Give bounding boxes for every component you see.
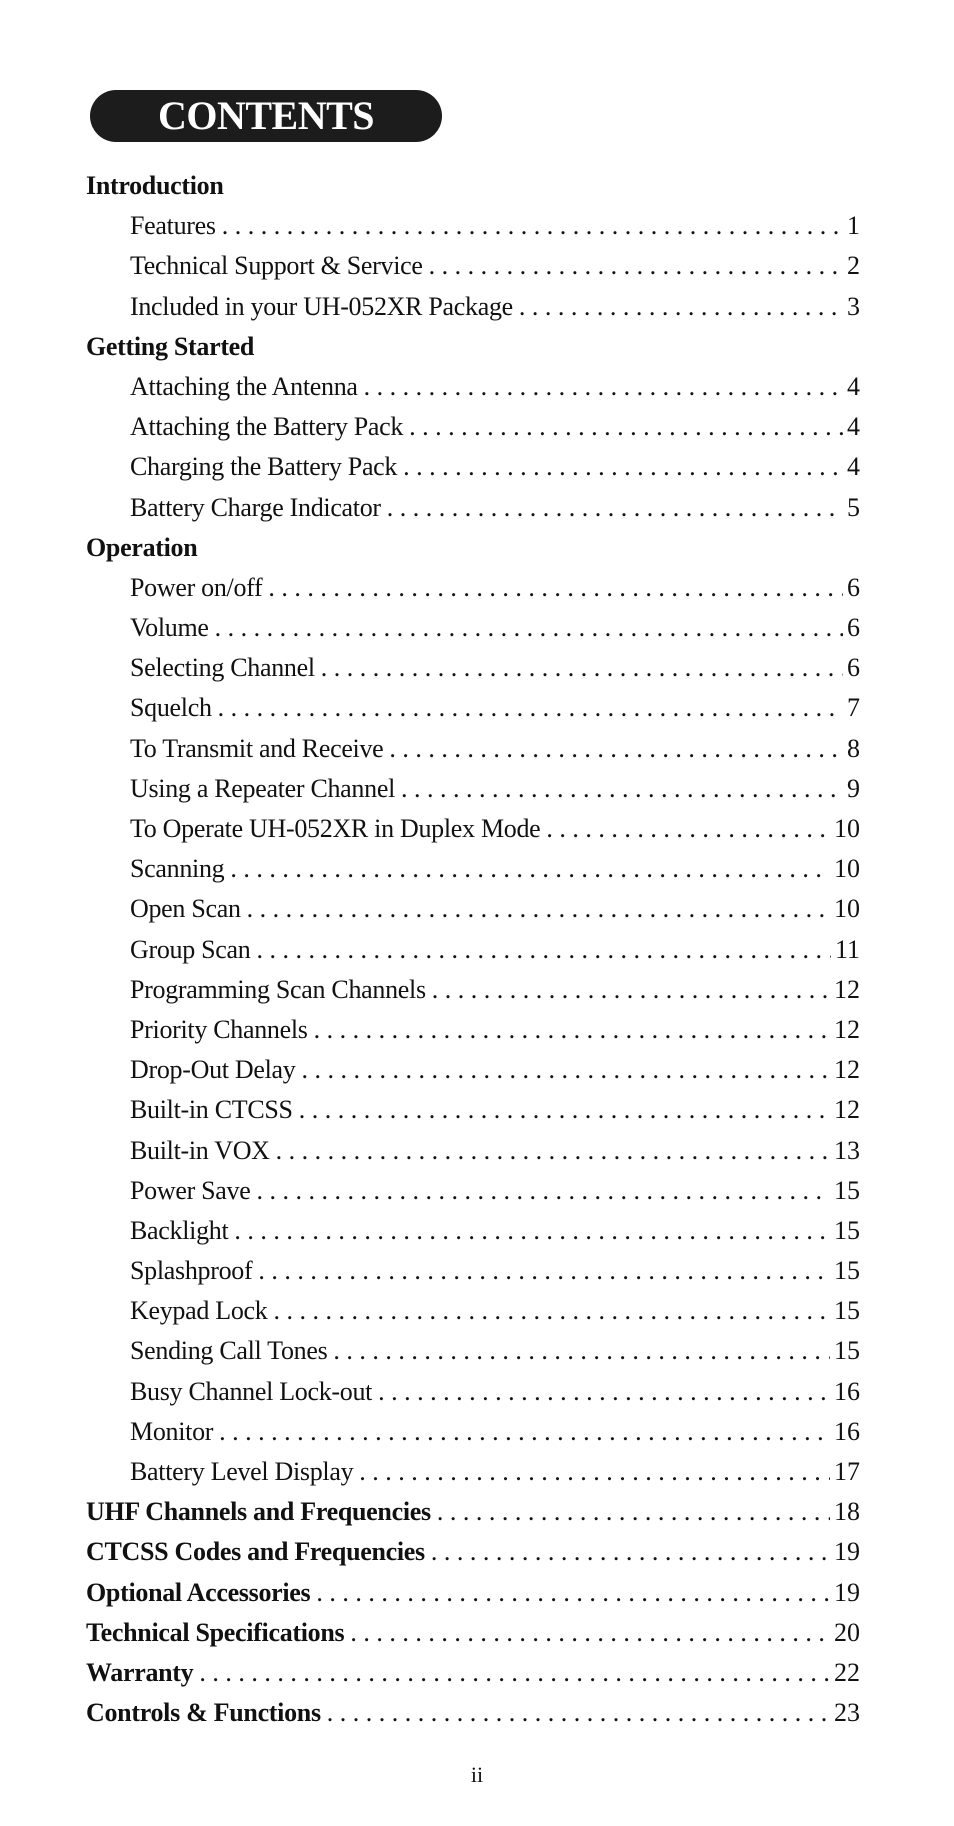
dot-leader bbox=[321, 648, 843, 688]
toc-entry-label: Technical Support & Service bbox=[130, 251, 423, 281]
toc-entry-label: Keypad Lock bbox=[130, 1296, 268, 1326]
toc-entry-label: Operation bbox=[86, 532, 198, 562]
toc-entry bbox=[86, 1171, 860, 1211]
toc-entry bbox=[86, 367, 860, 407]
toc-section-heading bbox=[86, 1492, 860, 1532]
toc-entry bbox=[86, 1291, 860, 1331]
toc-entry-page: 15 bbox=[834, 1256, 860, 1286]
toc-entry-label: CTCSS Codes and Frequencies bbox=[86, 1537, 425, 1567]
toc-entry-page: 6 bbox=[847, 613, 860, 643]
toc-entry-label: Power on/off bbox=[130, 572, 263, 602]
toc-entry bbox=[86, 648, 860, 688]
dot-leader bbox=[350, 1613, 830, 1653]
toc-entry-page: 6 bbox=[847, 653, 860, 683]
toc-entry bbox=[86, 688, 860, 728]
dot-leader bbox=[519, 287, 843, 327]
toc-entry-page: 18 bbox=[834, 1497, 860, 1527]
dot-leader bbox=[301, 1050, 830, 1090]
dot-leader bbox=[327, 1693, 830, 1733]
toc-entry bbox=[86, 568, 860, 608]
toc-entry-label: Built-in CTCSS bbox=[130, 1095, 293, 1125]
toc-section-heading bbox=[86, 1653, 860, 1693]
toc-entry-label: To Operate UH-052XR in Duplex Mode bbox=[130, 814, 541, 843]
toc-entry-label: Busy Channel Lock-out bbox=[130, 1376, 373, 1406]
toc-entry-page: 20 bbox=[834, 1617, 860, 1647]
toc-entry bbox=[86, 729, 860, 769]
table-of-contents bbox=[86, 166, 860, 1733]
toc-entry-label: Power Save bbox=[130, 1175, 251, 1205]
toc-entry bbox=[86, 849, 860, 889]
toc-entry-page: 12 bbox=[834, 1055, 860, 1085]
toc-entry bbox=[86, 246, 860, 286]
toc-entry bbox=[86, 1412, 860, 1452]
toc-entry bbox=[86, 970, 860, 1010]
toc-section-heading bbox=[86, 1573, 860, 1613]
toc-entry-page: 12 bbox=[834, 1014, 860, 1044]
contents-title: CONTENTS bbox=[90, 90, 442, 142]
toc-section-heading bbox=[86, 1693, 860, 1733]
toc-entry bbox=[86, 1131, 860, 1171]
toc-entry-label: Getting Started bbox=[86, 331, 255, 361]
toc-entry-label: Battery Level Display bbox=[130, 1457, 354, 1486]
dot-leader bbox=[234, 1211, 830, 1251]
dot-leader bbox=[219, 1412, 830, 1452]
toc-entry bbox=[86, 1090, 860, 1130]
toc-entry bbox=[86, 608, 860, 648]
dot-leader bbox=[359, 1452, 830, 1492]
toc-entry-label: Monitor bbox=[130, 1416, 214, 1446]
toc-entry-label: Splashproof bbox=[130, 1256, 253, 1286]
toc-entry-label: Using a Repeater Channel bbox=[130, 773, 395, 803]
toc-section-heading bbox=[86, 166, 860, 206]
toc-entry-label: Battery Charge Indicator bbox=[130, 492, 381, 522]
dot-leader bbox=[403, 447, 843, 487]
dot-leader bbox=[387, 488, 843, 528]
toc-entry bbox=[86, 1211, 860, 1251]
page-number: ii bbox=[470, 1762, 484, 1787]
dot-leader bbox=[378, 1372, 830, 1412]
toc-entry-page: 15 bbox=[834, 1175, 860, 1205]
toc-entry bbox=[86, 889, 860, 929]
dot-leader bbox=[333, 1331, 830, 1371]
toc-entry-label: Attaching the Antenna bbox=[130, 371, 358, 401]
toc-entry-label: Controls & Functions bbox=[86, 1698, 321, 1728]
toc-entry-page: 10 bbox=[834, 894, 860, 924]
toc-entry-page: 4 bbox=[847, 452, 860, 482]
dot-leader bbox=[218, 688, 843, 728]
toc-entry-page: 4 bbox=[847, 371, 860, 401]
toc-entry-label: Volume bbox=[130, 613, 209, 643]
toc-entry-label: Open Scan bbox=[130, 894, 241, 924]
toc-entry-label: Programming Scan Channels bbox=[130, 974, 426, 1004]
dot-leader bbox=[222, 206, 843, 246]
toc-entry-label: Introduction bbox=[86, 171, 224, 200]
dot-leader bbox=[276, 1131, 830, 1171]
toc-entry-page: 15 bbox=[834, 1296, 860, 1326]
toc-entry bbox=[86, 1452, 860, 1492]
toc-entry-page: 23 bbox=[834, 1698, 860, 1728]
toc-entry-page: 15 bbox=[834, 1336, 860, 1366]
dot-leader bbox=[273, 1291, 830, 1331]
toc-entry-label: To Transmit and Receive bbox=[130, 733, 384, 763]
toc-entry-label: Charging the Battery Pack bbox=[130, 452, 398, 482]
toc-entry bbox=[86, 1010, 860, 1050]
toc-entry bbox=[86, 488, 860, 528]
toc-entry-page: 4 bbox=[847, 412, 860, 442]
toc-entry-label: Backlight bbox=[130, 1215, 229, 1245]
toc-entry-page: 6 bbox=[847, 572, 860, 602]
dot-leader bbox=[215, 608, 843, 648]
dot-leader bbox=[409, 407, 843, 447]
toc-entry-page: 12 bbox=[834, 974, 860, 1004]
toc-entry-label: Warranty bbox=[86, 1657, 194, 1687]
toc-entry-page: 13 bbox=[834, 1135, 860, 1165]
toc-entry-label: Drop-Out Delay bbox=[130, 1055, 296, 1085]
toc-entry bbox=[86, 1372, 860, 1412]
toc-entry-label: Selecting Channel bbox=[130, 653, 315, 683]
dot-leader bbox=[256, 1171, 830, 1211]
toc-entry-label: Scanning bbox=[130, 854, 225, 884]
toc-entry-page: 22 bbox=[834, 1657, 860, 1687]
dot-leader bbox=[389, 729, 843, 769]
toc-entry-label: Features bbox=[130, 211, 216, 241]
toc-entry-page: 10 bbox=[834, 814, 860, 843]
toc-entry bbox=[86, 1331, 860, 1371]
toc-entry-label: Squelch bbox=[130, 693, 212, 723]
toc-entry-label: Sending Call Tones bbox=[130, 1336, 328, 1366]
toc-entry bbox=[86, 769, 860, 809]
toc-entry bbox=[86, 809, 860, 849]
toc-entry-label: Priority Channels bbox=[130, 1014, 308, 1044]
toc-entry bbox=[86, 407, 860, 447]
dot-leader bbox=[316, 1573, 830, 1613]
dot-leader bbox=[429, 246, 843, 286]
toc-entry bbox=[86, 206, 860, 246]
dot-leader bbox=[364, 367, 843, 407]
toc-section-heading bbox=[86, 327, 860, 367]
dot-leader bbox=[268, 568, 843, 608]
dot-leader bbox=[401, 769, 843, 809]
dot-leader bbox=[299, 1090, 830, 1130]
toc-section-heading bbox=[86, 1613, 860, 1653]
toc-entry-page: 11 bbox=[834, 934, 860, 964]
toc-entry-page: 7 bbox=[847, 693, 860, 723]
toc-entry-page: 8 bbox=[847, 733, 860, 763]
toc-entry-page: 19 bbox=[834, 1537, 860, 1567]
dot-leader bbox=[256, 930, 830, 970]
toc-entry bbox=[86, 287, 860, 327]
toc-entry-page: 1 bbox=[847, 211, 860, 241]
toc-entry-page: 3 bbox=[847, 291, 860, 321]
toc-entry-label: Technical Specifications bbox=[86, 1617, 345, 1647]
toc-entry-page: 16 bbox=[834, 1416, 860, 1446]
dot-leader bbox=[199, 1653, 830, 1693]
toc-entry bbox=[86, 930, 860, 970]
toc-entry-page: 2 bbox=[847, 251, 860, 281]
toc-entry-label: Optional Accessories bbox=[86, 1577, 311, 1607]
toc-entry-label: Attaching the Battery Pack bbox=[130, 412, 404, 442]
toc-entry-label: Included in your UH-052XR Package bbox=[130, 291, 513, 321]
dot-leader bbox=[314, 1010, 830, 1050]
toc-entry-page: 12 bbox=[834, 1095, 860, 1125]
toc-entry-label: Group Scan bbox=[130, 934, 251, 964]
toc-entry bbox=[86, 1050, 860, 1090]
dot-leader bbox=[258, 1251, 830, 1291]
dot-leader bbox=[431, 1532, 830, 1572]
toc-entry-page: 16 bbox=[834, 1376, 860, 1406]
toc-entry-page: 10 bbox=[834, 854, 860, 884]
toc-entry-page: 9 bbox=[847, 773, 860, 803]
toc-entry-page: 5 bbox=[847, 492, 860, 522]
toc-entry-label: UHF Channels and Frequencies bbox=[86, 1497, 431, 1527]
dot-leader bbox=[437, 1492, 830, 1532]
toc-entry-label: Built-in VOX bbox=[130, 1135, 270, 1165]
toc-section-heading bbox=[86, 528, 860, 568]
toc-entry bbox=[86, 1251, 860, 1291]
dot-leader bbox=[247, 889, 830, 929]
toc-entry-page: 17 bbox=[834, 1457, 860, 1486]
dot-leader bbox=[230, 849, 830, 889]
toc-section-heading bbox=[86, 1532, 860, 1572]
dot-leader bbox=[432, 970, 830, 1010]
dot-leader bbox=[546, 809, 830, 849]
toc-entry-page: 15 bbox=[834, 1215, 860, 1245]
toc-entry bbox=[86, 447, 860, 487]
toc-entry-page: 19 bbox=[834, 1577, 860, 1607]
